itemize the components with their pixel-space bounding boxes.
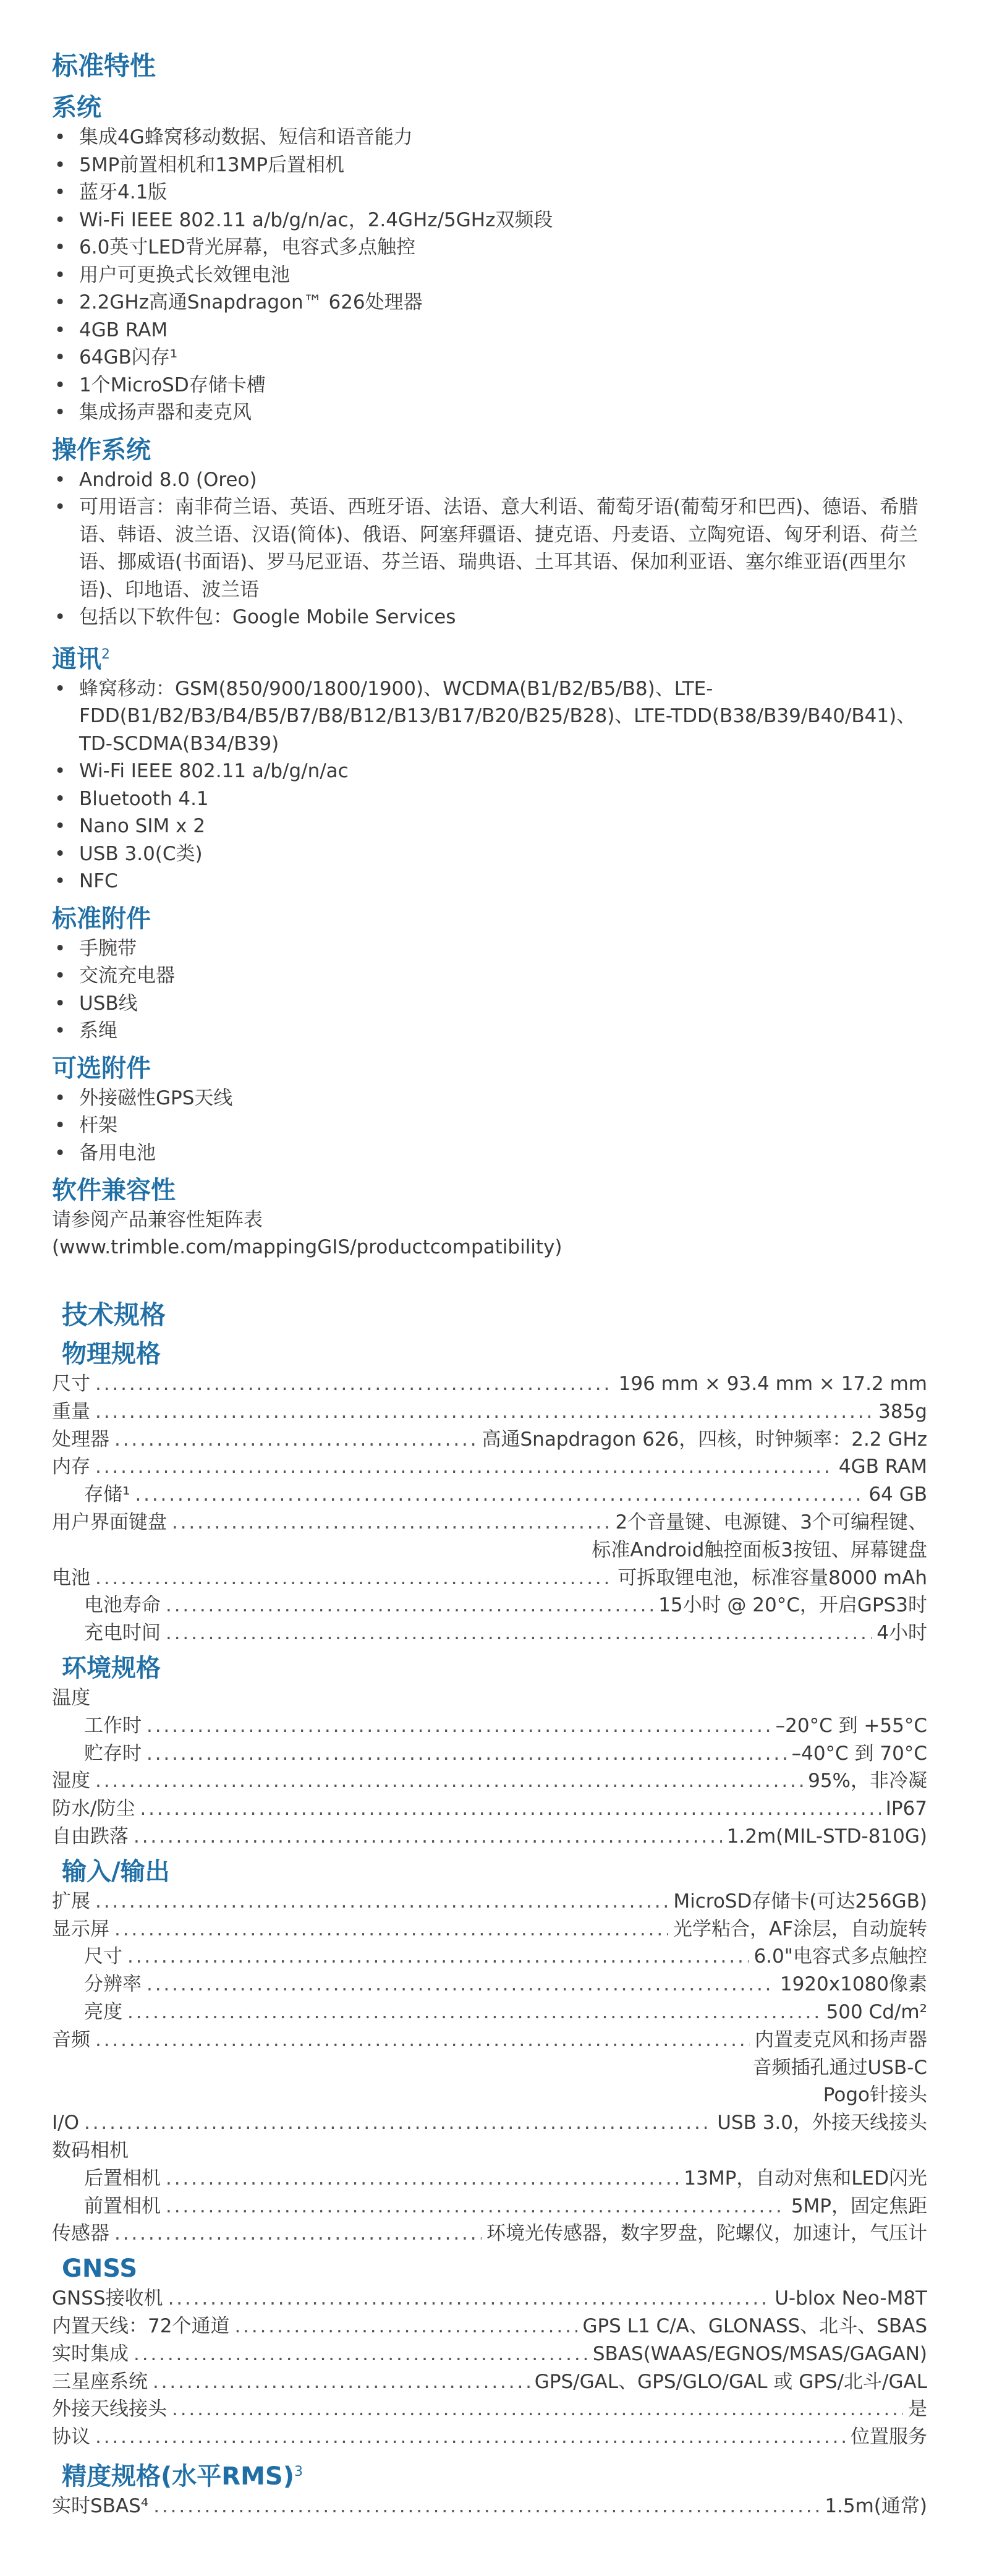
spec-value: 高通Snapdragon 626，四核，时钟频率：2.2 GHz: [482, 1428, 927, 1451]
spec-value: IP67: [885, 1798, 927, 1820]
leader-dots: [146, 1740, 787, 1768]
spec-row-operating-temp: [52, 1712, 927, 1740]
spec-label: 电池寿命: [84, 1594, 161, 1617]
spec-value-continued: 音频插孔通过USB-C: [752, 2056, 927, 2079]
spec-row-audio: [52, 2026, 927, 2054]
environment-title: 环境规格: [62, 1653, 161, 1683]
spec-label: 防水/防尘: [52, 1798, 135, 1820]
feature-item: • USB线: [52, 990, 942, 1018]
leader-dots: [95, 2423, 846, 2451]
spec-row-resolution: [52, 1971, 927, 1998]
footnote-mark: 3: [294, 2463, 303, 2480]
spec-row-keypad: [52, 1509, 927, 1537]
feature-item: • 蓝牙4.1版: [52, 179, 942, 207]
spec-row-protocol: [52, 2423, 927, 2451]
spec-row-sensors: [52, 2220, 927, 2248]
feature-item: • Wi-Fi IEEE 802.11 a/b/g/n/ac: [52, 757, 942, 785]
leader-dots: [127, 1998, 821, 2026]
spec-label: 内置天线：72个通道: [52, 2314, 230, 2337]
leader-dots: [140, 1795, 880, 1823]
accuracy-title-text: 精度规格(水平RMS): [62, 2462, 294, 2491]
spec-label: 亮度: [84, 2000, 122, 2023]
leader-dots: [146, 1971, 775, 1998]
accuracy-title: [62, 2456, 927, 2493]
spec-row-storage-temp: [52, 1740, 927, 1768]
leader-dots: [114, 2220, 482, 2248]
spec-label: 重量: [52, 1400, 90, 1423]
feature-item: • 交流充电器: [52, 962, 942, 990]
spec-value: 95%，非冷凝: [808, 1770, 927, 1793]
spec-row-ext-antenna: [52, 2395, 927, 2423]
leader-dots: [127, 1943, 749, 1971]
feature-list: [52, 675, 942, 895]
leader-dots: [172, 1509, 611, 1537]
feature-item: • 包括以下软件包：Google Mobile Services: [52, 603, 942, 631]
physical-title: 物理规格: [62, 1340, 161, 1368]
spec-row-size: [52, 1370, 927, 1398]
spec-row-storage: [52, 1481, 927, 1509]
leader-dots: [95, 1398, 873, 1426]
features-title: 标准特性: [52, 51, 156, 81]
feature-section-title-text: 通讯: [52, 644, 101, 673]
spec-label: 三星座系统: [52, 2370, 148, 2393]
spec-label: 扩展: [52, 1890, 90, 1913]
feature-section-title: [52, 639, 942, 675]
leader-dots: [172, 2395, 903, 2423]
feature-item: • Wi-Fi IEEE 802.11 a/b/g/n/ac，2.4GHz/5GHz双频段: [52, 207, 942, 234]
spec-label: 音频: [52, 2028, 90, 2051]
feature-section-title-text: 操作系统: [52, 435, 151, 464]
feature-list: [52, 124, 942, 427]
spec-value: 2个音量键、电源键、3个可编程键、: [615, 1511, 927, 1533]
feature-item: • Android 8.0 (Oreo): [52, 466, 942, 494]
spec-label: 实时SBAS⁴: [52, 2494, 149, 2517]
leader-dots: [95, 1888, 668, 1916]
spec-value: 1.5m(通常): [825, 2494, 927, 2517]
spec-value: MicroSD存储卡(可达256GB): [673, 1890, 927, 1913]
spec-label: 后置相机: [84, 2167, 161, 2190]
spec-value: GPS/GAL、GPS/GLO/GAL 或 GPS/北斗/GAL: [534, 2370, 927, 2393]
feature-item: • 1个MicroSD存储卡槽: [52, 372, 942, 399]
software-text: 请参阅产品兼容性矩阵表: [52, 1209, 263, 1231]
feature-item: • USB 3.0(C类): [52, 840, 942, 868]
spec-value: 环境光传感器，数字罗盘，陀螺仪，加速计，气压计: [486, 2222, 927, 2245]
spec-row-ip-rating: [52, 1795, 927, 1823]
spec-row-realtime: [52, 2340, 927, 2368]
spec-value: 内置麦克风和扬声器: [755, 2028, 927, 2051]
feature-sections: [52, 92, 942, 1167]
spec-label: 尺寸: [84, 1945, 122, 1968]
spec-label: 充电时间: [84, 1622, 161, 1645]
spec-label: GNSS接收机: [52, 2287, 163, 2310]
feature-section-title: [52, 434, 942, 466]
leader-dots: [234, 2313, 577, 2340]
feature-item: • Nano SIM x 2: [52, 812, 942, 840]
footnote-mark: 2: [101, 646, 110, 662]
leader-dots: [168, 2285, 770, 2313]
spec-row-battery-life: [52, 1592, 927, 1619]
spec-row-charge-time: [52, 1619, 927, 1647]
spec-row-cpu: [52, 1426, 927, 1454]
spec-value: GPS L1 C/A、GLONASS、北斗、SBAS: [582, 2314, 927, 2337]
spec-value: 5MP，固定焦距: [791, 2194, 927, 2217]
feature-item: • 蜂窝移动：GSM(850/900/1800/1900)、WCDMA(B1/B2/B5/B8)、LTE-FDD(B1/B2/B3/B4/B5/B7/B8/B12/B13/B17/B20/B25/B28)、LTE-TDD(B38/B39/B40/B41)、TD-SCDMA(B34/B39): [52, 675, 942, 758]
spec-label: 协议: [52, 2426, 90, 2449]
feature-section-title-text: 系统: [52, 93, 101, 122]
spec-label: 外接天线接头: [52, 2398, 167, 2421]
feature-item: • 外接磁性GPS天线: [52, 1085, 942, 1112]
feature-section-title-text: 标准附件: [52, 904, 151, 933]
spec-value: 500 Cd/m²: [826, 2000, 927, 2023]
gnss-title: GNSS: [62, 2254, 138, 2284]
leader-dots: [166, 1592, 653, 1619]
leader-dots: [166, 2165, 679, 2193]
feature-item: • NFC: [52, 868, 942, 895]
spec-label: 尺寸: [52, 1373, 90, 1395]
spec-label: 前置相机: [84, 2194, 161, 2217]
feature-section-title: [52, 903, 942, 935]
spec-label-camera: 数码相机: [52, 2139, 129, 2162]
spec-row-weight: [52, 1398, 927, 1426]
spec-label: 实时集成: [52, 2342, 129, 2365]
spec-value: 4小时: [877, 1622, 927, 1645]
spec-value: SBAS(WAAS/EGNOS/MSAS/GAGAN): [592, 2342, 927, 2365]
leader-dots: [95, 1564, 613, 1592]
feature-section-title-text: 可选附件: [52, 1054, 151, 1083]
spec-value: 是: [908, 2398, 927, 2421]
spec-value: 13MP，自动对焦和LED闪光: [684, 2167, 927, 2190]
spec-row-antenna: [52, 2313, 927, 2340]
leader-dots: [153, 2368, 530, 2396]
io-title: 输入/输出: [62, 1857, 170, 1886]
spec-row-gnss-receiver: [52, 2285, 927, 2313]
leader-dots: [95, 1767, 803, 1795]
spec-value: 15小时 @ 20°C，开启GPS3时: [658, 1594, 927, 1617]
spec-row-sbas: [52, 2493, 927, 2520]
spec-value: 64 GB: [868, 1483, 927, 1506]
spec-label: 显示屏: [52, 1917, 109, 1940]
leader-dots: [135, 1481, 864, 1509]
feature-item: • 64GB闪存¹: [52, 344, 942, 372]
leader-dots: [166, 2193, 786, 2220]
feature-item: • 6.0英寸LED背光屏幕，电容式多点触控: [52, 234, 942, 262]
spec-row-brightness: [52, 1998, 927, 2026]
feature-item: • 集成扬声器和麦克风: [52, 399, 942, 427]
feature-item: • 用户可更换式长效锂电池: [52, 262, 942, 289]
feature-list: [52, 1085, 942, 1167]
spec-value: 1920x1080像素: [779, 1973, 927, 1996]
leader-dots: [166, 1619, 872, 1647]
spec-label: 传感器: [52, 2222, 109, 2245]
spec-row-rear-camera: [52, 2165, 927, 2193]
spec-value: 可拆取锂电池，标准容量8000 mAh: [618, 1566, 927, 1589]
leader-dots: [134, 1823, 722, 1851]
spec-value: –40°C 到 70°C: [791, 1742, 927, 1765]
spec-row-memory: [52, 1453, 927, 1481]
spec-label: 自由跌落: [52, 1825, 129, 1848]
software-url: (www.trimble.com/mappingGIS/productcompatibility): [52, 1236, 562, 1258]
leader-dots: [95, 2026, 750, 2054]
leader-dots: [95, 1453, 834, 1481]
leader-dots: [84, 2109, 712, 2137]
spec-row-battery: [52, 1564, 927, 1592]
spec-value: USB 3.0，外接天线接头: [717, 2112, 927, 2135]
spec-value: U-blox Neo-M8T: [775, 2287, 927, 2310]
spec-label: 电池: [52, 1566, 90, 1589]
spec-value: 位置服务: [851, 2426, 927, 2449]
feature-section-title: [52, 92, 942, 124]
spec-label: 处理器: [52, 1428, 109, 1451]
leader-dots: [153, 2493, 820, 2520]
leader-dots: [114, 1426, 477, 1454]
spec-value: 385g: [878, 1400, 927, 1423]
leader-dots: [114, 1916, 668, 1943]
leader-dots: [146, 1712, 771, 1740]
spec-value: 光学粘合，AF涂层，自动旋转: [673, 1917, 927, 1940]
feature-item: • 可用语言：南非荷兰语、英语、西班牙语、法语、意大利语、葡萄牙语(葡萄牙和巴西)、德语、希腊语、韩语、波兰语、汉语(简体)、俄语、阿塞拜疆语、捷克语、丹麦语、立陶宛语、匈牙利语、荷兰语、挪威语(书面语)、罗马尼亚语、芬兰语、瑞典语、土耳其语、保加利亚语、塞尔维亚语(西里尔语)、印地语、波兰语: [52, 493, 942, 603]
feature-item: • 4GB RAM: [52, 317, 942, 344]
spec-label: 贮存时: [84, 1742, 142, 1765]
software-title: 软件兼容性: [52, 1176, 176, 1205]
feature-item: • Bluetooth 4.1: [52, 785, 942, 813]
spec-value: 4GB RAM: [838, 1456, 927, 1478]
spec-label: 工作时: [84, 1714, 142, 1737]
specs-title: 技术规格: [62, 1300, 166, 1330]
spec-row-expansion: [52, 1888, 927, 1916]
spec-row-display: [52, 1916, 927, 1943]
spec-label: 分辨率: [84, 1973, 142, 1996]
spec-label: 湿度: [52, 1770, 90, 1793]
spec-value: 6.0"电容式多点触控: [753, 1945, 927, 1968]
feature-item: • 集成4G蜂窝移动数据、短信和语音能力: [52, 124, 942, 151]
technical-specs: [52, 1297, 927, 2520]
feature-section-title: [52, 1052, 942, 1085]
standard-features: [52, 48, 942, 1261]
spec-row-humidity: [52, 1767, 927, 1795]
feature-item: • 2.2GHz高通Snapdragon™ 626处理器: [52, 289, 942, 317]
spec-label: 用户界面键盘: [52, 1511, 167, 1533]
leader-dots: [134, 2340, 588, 2368]
spec-row-constellation: [52, 2368, 927, 2396]
spec-value: –20°C 到 +55°C: [775, 1714, 927, 1737]
spec-label: 存储¹: [84, 1483, 130, 1506]
spec-row-io: [52, 2109, 927, 2137]
spec-label: 内存: [52, 1456, 90, 1478]
feature-list: [52, 935, 942, 1045]
feature-item: • 备用电池: [52, 1140, 942, 1167]
spec-value: 1.2m(MIL-STD-810G): [726, 1825, 927, 1848]
feature-item: • 手腕带: [52, 935, 942, 963]
spec-value-continued: Pogo针接头: [823, 2084, 927, 2107]
leader-dots: [95, 1370, 614, 1398]
spec-row-display-size: [52, 1943, 927, 1971]
feature-item: • 杆架: [52, 1112, 942, 1140]
feature-list: [52, 466, 942, 631]
feature-item: • 5MP前置相机和13MP后置相机: [52, 151, 942, 179]
spec-row-drop: [52, 1823, 927, 1851]
spec-value: 196 mm × 93.4 mm × 17.2 mm: [618, 1373, 927, 1395]
spec-value-continued: 标准Android触控面板3按钮、屏幕键盘: [592, 1538, 927, 1561]
spec-label-temperature: 温度: [52, 1686, 90, 1709]
spec-label: I/O: [52, 2112, 79, 2135]
spec-row-front-camera: [52, 2193, 927, 2220]
feature-item: • 系绳: [52, 1017, 942, 1045]
